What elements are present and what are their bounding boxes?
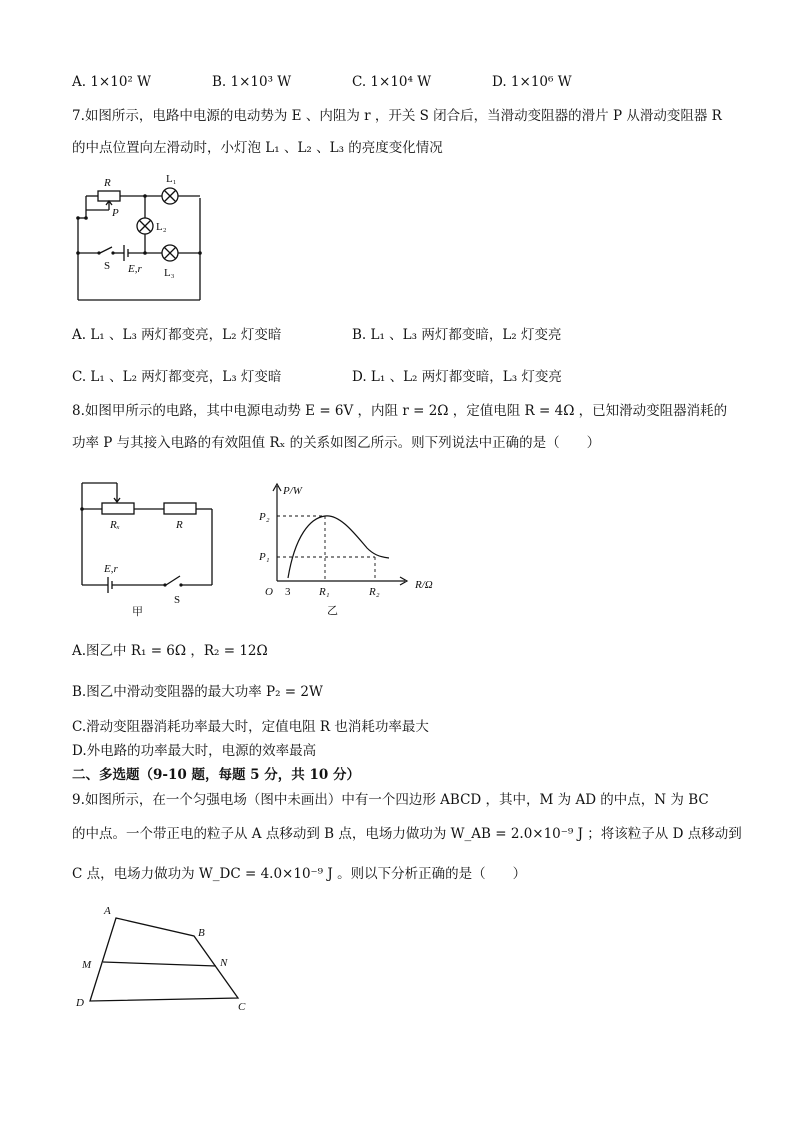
q7-label-R: R <box>104 177 111 189</box>
q8-yi-label-P1: P₁ <box>259 551 270 563</box>
q8-jia-label-Er: E,r <box>104 563 118 575</box>
q8-option-b: B.图乙中滑动变阻器的最大功率 P₂ = 2W <box>72 684 323 700</box>
q9-label-A: A <box>104 905 111 917</box>
q9-label-B: B <box>198 927 205 939</box>
q7-label-P: P <box>112 207 119 219</box>
q7-stem-line2: 的中点位置向左滑动时，小灯泡 L₁ 、L₂ 、L₃ 的亮度变化情况 <box>72 140 443 156</box>
q8-option-d: D.外电路的功率最大时，电源的效率最高 <box>72 743 317 759</box>
q8-stem-line1: 8.如图甲所示的电路，其中电源电动势 E = 6V ，内阻 r = 2Ω ，定值电阻 R = 4Ω ，已知滑动变阻器消耗的 <box>72 403 728 419</box>
q8-option-a: A.图乙中 R₁ = 6Ω ，R₂ = 12Ω <box>72 643 268 659</box>
q7-label-S: S <box>104 260 111 272</box>
q9-quadrilateral-figure <box>72 900 262 1015</box>
q7-option-d: D. L₁ 、L₂ 两灯都变暗，L₃ 灯变亮 <box>352 369 562 385</box>
q8-jia-label-R: R <box>176 519 183 531</box>
q8-yi-caption: 乙 <box>327 605 338 617</box>
q7-circuit-figure <box>70 168 210 308</box>
q8-jia-caption: 甲 <box>132 606 143 618</box>
q8-power-graph-yi <box>255 476 455 621</box>
q9-label-C: C <box>238 1001 246 1013</box>
q7-label-Er: E,r <box>128 263 142 275</box>
q8-stem-line2: 功率 P 与其接入电路的有效阻值 Rₓ 的关系如图乙所示。则下列说法中正确的是（ ） <box>72 435 601 451</box>
q7-label-L1: L₁ <box>166 173 177 185</box>
q6-option-c: C. 1×10⁴ W <box>352 74 432 90</box>
q7-option-c: C. L₁ 、L₂ 两灯都变亮，L₃ 灯变暗 <box>72 369 282 385</box>
section2-heading: 二、多选题（9-10 题，每题 5 分，共 10 分） <box>72 767 360 783</box>
q9-stem-line2: 的中点。一个带正电的粒子从 A 点移动到 B 点，电场力做功为 W_AB = 2.0×10⁻⁹ J ；将该粒子从 D 点移动到 <box>72 826 742 842</box>
q8-circuit-jia-figure <box>72 475 222 620</box>
q9-stem-line3: C 点，电场力做功为 W_DC = 4.0×10⁻⁹ J 。则以下分析正确的是（ ） <box>72 866 527 882</box>
q7-stem-line1: 7.如图所示，电路中电源的电动势为 E 、内阻为 r ，开关 S 闭合后，当滑动变阻器的滑片 P 从滑动变阻器 R <box>72 108 722 124</box>
q8-yi-xlabel: R/Ω <box>415 579 433 591</box>
q8-yi-tick-3: 3 <box>285 586 291 598</box>
q8-yi-ylabel: P/W <box>283 485 302 497</box>
q7-option-a: A. L₁ 、L₃ 两灯都变亮，L₂ 灯变暗 <box>72 327 282 343</box>
q8-option-c: C.滑动变阻器消耗功率最大时，定值电阻 R 也消耗功率最大 <box>72 719 429 735</box>
q7-label-L2: L₂ <box>156 221 167 233</box>
q7-label-L3: L₃ <box>164 267 175 279</box>
q9-stem-line1: 9.如图所示，在一个匀强电场（图中未画出）中有一个四边形 ABCD ，其中，M 为 AD 的中点，N 为 BC <box>72 792 709 808</box>
q8-yi-tick-R2: R₂ <box>369 586 380 598</box>
q8-yi-label-O: O <box>265 586 273 598</box>
q6-option-d: D. 1×10⁶ W <box>492 74 572 90</box>
q8-yi-tick-R1: R₁ <box>319 586 330 598</box>
q9-label-D: D <box>76 997 84 1009</box>
q9-label-M: M <box>82 959 92 971</box>
q8-jia-label-S: S <box>174 594 181 606</box>
q9-label-N: N <box>220 957 228 969</box>
q6-option-b: B. 1×10³ W <box>212 74 292 90</box>
q8-yi-label-P2: P₂ <box>259 511 270 523</box>
q6-option-a: A. 1×10² W <box>72 74 151 90</box>
q7-option-b: B. L₁ 、L₃ 两灯都变暗，L₂ 灯变亮 <box>352 327 562 343</box>
q8-jia-label-Rx: Rₓ <box>110 519 120 531</box>
